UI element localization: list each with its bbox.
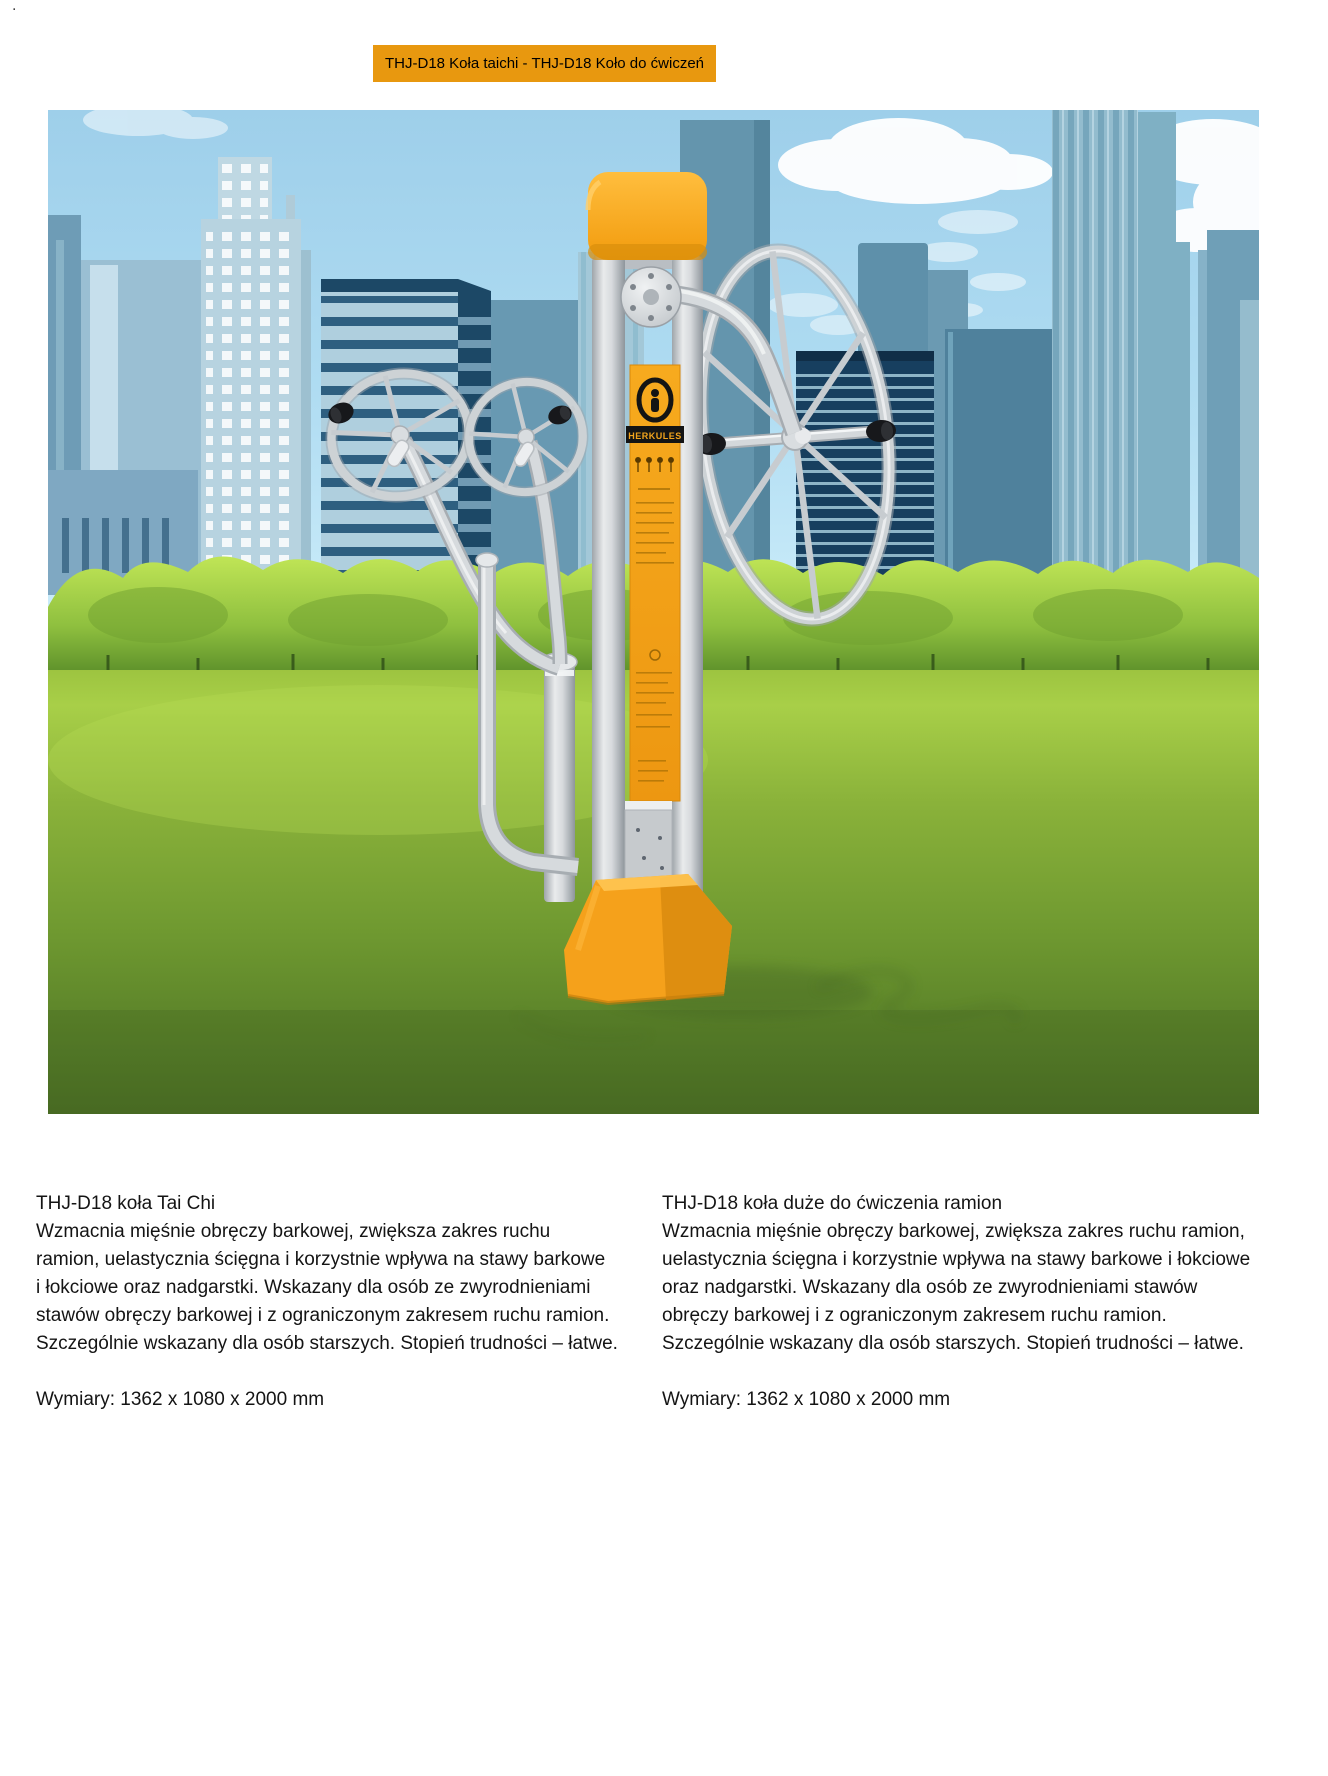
text-line: Szczególnie wskazany dla osób starszych. Stopień trudności – łatwe. bbox=[36, 1333, 618, 1354]
text-line: ramion, uelastycznia ścięgna i korzystnie wpływa na stawy barkowe bbox=[36, 1249, 606, 1270]
sign-panel bbox=[626, 365, 684, 801]
svg-text:HERKULES: HERKULES bbox=[628, 431, 682, 441]
text-line: oraz nadgarstki. Wskazany dla osób ze zwyrodnieniami stawów bbox=[662, 1277, 1198, 1298]
dimensions-text: Wymiary: 1362 x 1080 x 2000 mm bbox=[36, 1389, 325, 1410]
page-title: THJ-D18 Koła taichi - THJ-D18 Koło do ćwiczeń bbox=[373, 45, 716, 82]
description-right bbox=[662, 1190, 1262, 1414]
text-line: obręczy barkowej i z ograniczonym zakresem ruchu ramion. bbox=[662, 1305, 1167, 1326]
text-line: i łokciowe oraz nadgarstki. Wskazany dla osób ze zwyrodnieniami bbox=[36, 1277, 591, 1298]
product-body bbox=[36, 1218, 618, 1358]
product-heading: THJ-D18 koła Tai Chi bbox=[36, 1193, 216, 1214]
product-illustration bbox=[48, 110, 1259, 1114]
top-cap bbox=[588, 172, 707, 260]
text-line: uelastycznia ścięgna i korzystnie wpływa na stawy barkowe i łokciowe bbox=[662, 1249, 1251, 1270]
dimensions-text: Wymiary: 1362 x 1080 x 2000 mm bbox=[662, 1389, 951, 1410]
product-body bbox=[662, 1218, 1262, 1358]
blank-line bbox=[662, 1358, 1262, 1386]
window-grid-tower bbox=[201, 157, 311, 595]
description-left bbox=[36, 1190, 618, 1414]
navy-striped-building bbox=[796, 351, 934, 591]
blank-line bbox=[36, 1358, 596, 1386]
herkules-banner bbox=[626, 426, 684, 443]
text-line: Wzmacnia mięśnie obręczy barkowej, zwiększa zakres ruchu ramion, bbox=[662, 1221, 1245, 1242]
text-line: stawów obręczy barkowej i z ograniczonym zakresem ruchu ramion. bbox=[36, 1305, 610, 1326]
stray-period-mark: . bbox=[12, 0, 17, 14]
text-line: Wzmacnia mięśnie obręczy barkowej, zwiększa zakres ruchu bbox=[36, 1221, 551, 1242]
product-heading: THJ-D18 koła duże do ćwiczenia ramion bbox=[662, 1193, 1003, 1214]
tall-skyscraper bbox=[1052, 110, 1190, 591]
text-line: Szczególnie wskazany dla osób starszych. Stopień trudności – łatwe. bbox=[662, 1333, 1244, 1354]
